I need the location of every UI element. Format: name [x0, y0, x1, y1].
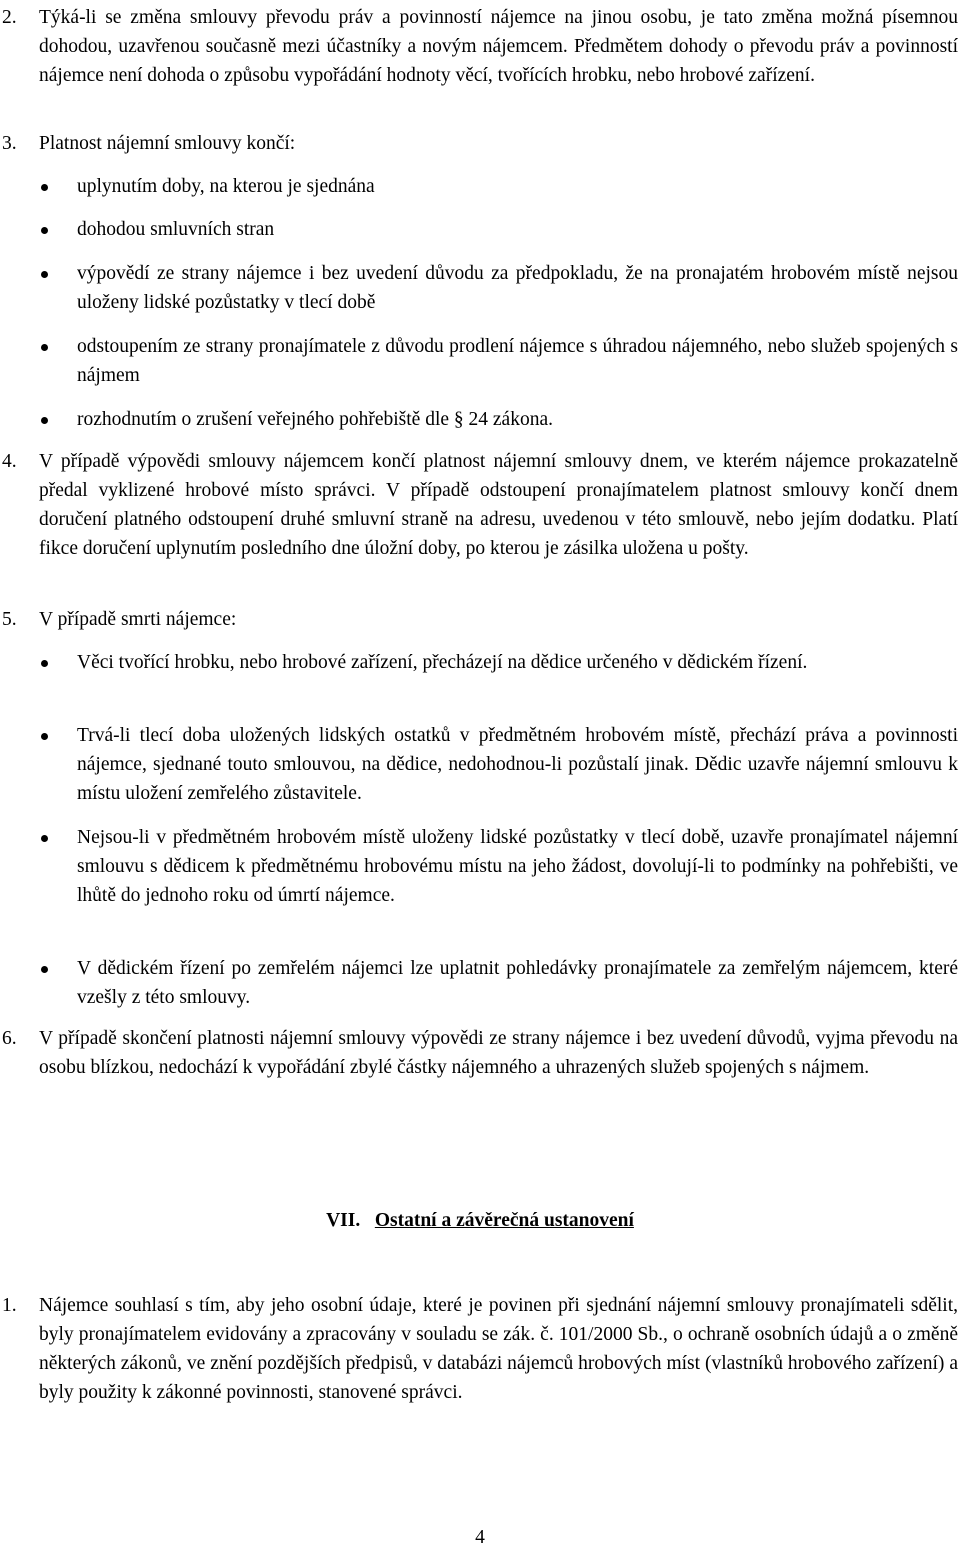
list-item-text: rozhodnutím o zrušení veřejného pohřebiště dle § 24 zákona.	[77, 409, 553, 430]
clause-4	[0, 447, 958, 563]
bullet-icon	[41, 344, 48, 351]
list-item-text: V dědickém řízení po zemřelém nájemci lze uplatnit pohledávky pronajímatele za zemřelým nájemcem, které vzešly z této smlouvy.	[77, 958, 958, 1008]
bullet-icon	[41, 271, 48, 278]
section-roman-numeral: VII.	[326, 1210, 361, 1231]
list-item-text: výpovědí ze strany nájemce i bez uvedení důvodu za předpokladu, že na pronajatém hrobovém místě nejsou uloženy lidské pozůstatky v tlecí době	[77, 263, 958, 313]
section-title: Ostatní a závěrečná ustanovení	[374, 1210, 634, 1231]
list-item-text: Nejsou-li v předmětném hrobovém místě uloženy lidské pozůstatky v tlecí době, uzavře pronajímatel nájemní smlouvu s dědicem k předmětnému hrobovému místu na jeho žádost, dovolují-li to podmínky na pohřebišti, ve lhůtě do jednoho roku od úmrtí nájemce.	[77, 827, 958, 906]
list-item	[0, 721, 958, 808]
list-item	[0, 954, 958, 1012]
list-item	[0, 259, 958, 317]
clause-3	[0, 129, 958, 158]
list-item	[0, 405, 958, 434]
clause-5	[0, 605, 958, 634]
bullet-icon	[41, 227, 48, 234]
list-item	[0, 332, 958, 390]
clause-number: 5.	[2, 609, 17, 630]
list-item-text: dohodou smluvních stran	[77, 219, 275, 240]
clause-text: V případě výpovědi smlouvy nájemcem končí platnost nájemní smlouvy dnem, ve kterém nájemce prokazatelně předal vyklizené hrobové místo správci. V případě odstoupení pronajímatelem platnost smlouvy končí dnem doručení platného odstoupení druhé smluvní straně na adresu, uvedenou v této smlouvě, nebo jejím dodatku. Platí fikce doručení uplynutím posledního dne úložní doby, po kterou je zásilka uložena u pošty.	[39, 451, 958, 559]
list-item	[0, 823, 958, 910]
list-item	[0, 215, 958, 244]
clause-text: V případě skončení platnosti nájemní smlouvy výpovědi ze strany nájemce i bez uvedení důvodů, vyjma převodu na osobu blízkou, nedochází k vypořádání zbylé částky nájemného a uhrazených služeb spojených s nájmem.	[39, 1028, 958, 1078]
bullet-icon	[41, 733, 48, 740]
section-clause-1	[0, 1291, 958, 1407]
clause-6	[0, 1024, 958, 1082]
list-item	[0, 648, 958, 677]
clause-number: 1.	[2, 1295, 17, 1316]
clause-number: 2.	[2, 7, 17, 28]
clause-text: Platnost nájemní smlouvy končí:	[39, 133, 296, 154]
list-item-text: odstoupením ze strany pronajímatele z důvodu prodlení nájemce s úhradou nájemného, nebo služeb spojených s nájmem	[77, 336, 958, 386]
bullet-icon	[41, 417, 48, 424]
clause-text: Nájemce souhlasí s tím, aby jeho osobní údaje, které je povinen při sjednání nájemní smlouvy pronajímateli sdělit, byly pronajímatelem evidovány a zpracovány v souladu se zák. č. 101/2000 Sb., o ochraně osobních údajů a o změně některých zákonů, ve znění pozdějších předpisů, v databázi nájemců hrobových míst (vlastníků hrobového zařízení) a byly použity k zákonné povinnosti, stanovené správci.	[39, 1295, 958, 1403]
list-item-text: Trvá-li tlecí doba uložených lidských ostatků v předmětném hrobovém místě, přechází práva a povinnosti nájemce, sjednané touto smlouvou, na dědice, nedohodnou-li pozůstalí jinak. Dědic uzavře nájemní smlouvu k místu uložení zemřelého zůstavitele.	[77, 725, 958, 804]
clause-number: 6.	[2, 1028, 17, 1049]
bullet-icon	[41, 835, 48, 842]
page-number: 4	[475, 1527, 485, 1548]
clause-text: V případě smrti nájemce:	[39, 609, 237, 630]
list-item-text: Věci tvořící hrobku, nebo hrobové zařízení, přecházejí na dědice určeného v dědickém řízení.	[77, 652, 808, 673]
clause-2	[0, 3, 958, 90]
section-heading	[0, 1206, 960, 1236]
clause-number: 3.	[2, 133, 17, 154]
bullet-icon	[41, 184, 48, 191]
bullet-icon	[41, 660, 48, 667]
bullet-icon	[41, 966, 48, 973]
clause-text: Týká-li se změna smlouvy převodu práv a povinností nájemce na jinou osobu, je tato změna možná písemnou dohodou, uzavřenou současně mezi účastníky a novým nájemcem. Předmětem dohody o převodu práv a povinností nájemce není dohoda o způsobu vypořádání hodnoty věcí, tvořících hrobku, nebo hrobové zařízení.	[39, 7, 958, 86]
clause-number: 4.	[2, 451, 17, 472]
list-item	[0, 172, 958, 201]
list-item-text: uplynutím doby, na kterou je sjednána	[77, 176, 375, 197]
